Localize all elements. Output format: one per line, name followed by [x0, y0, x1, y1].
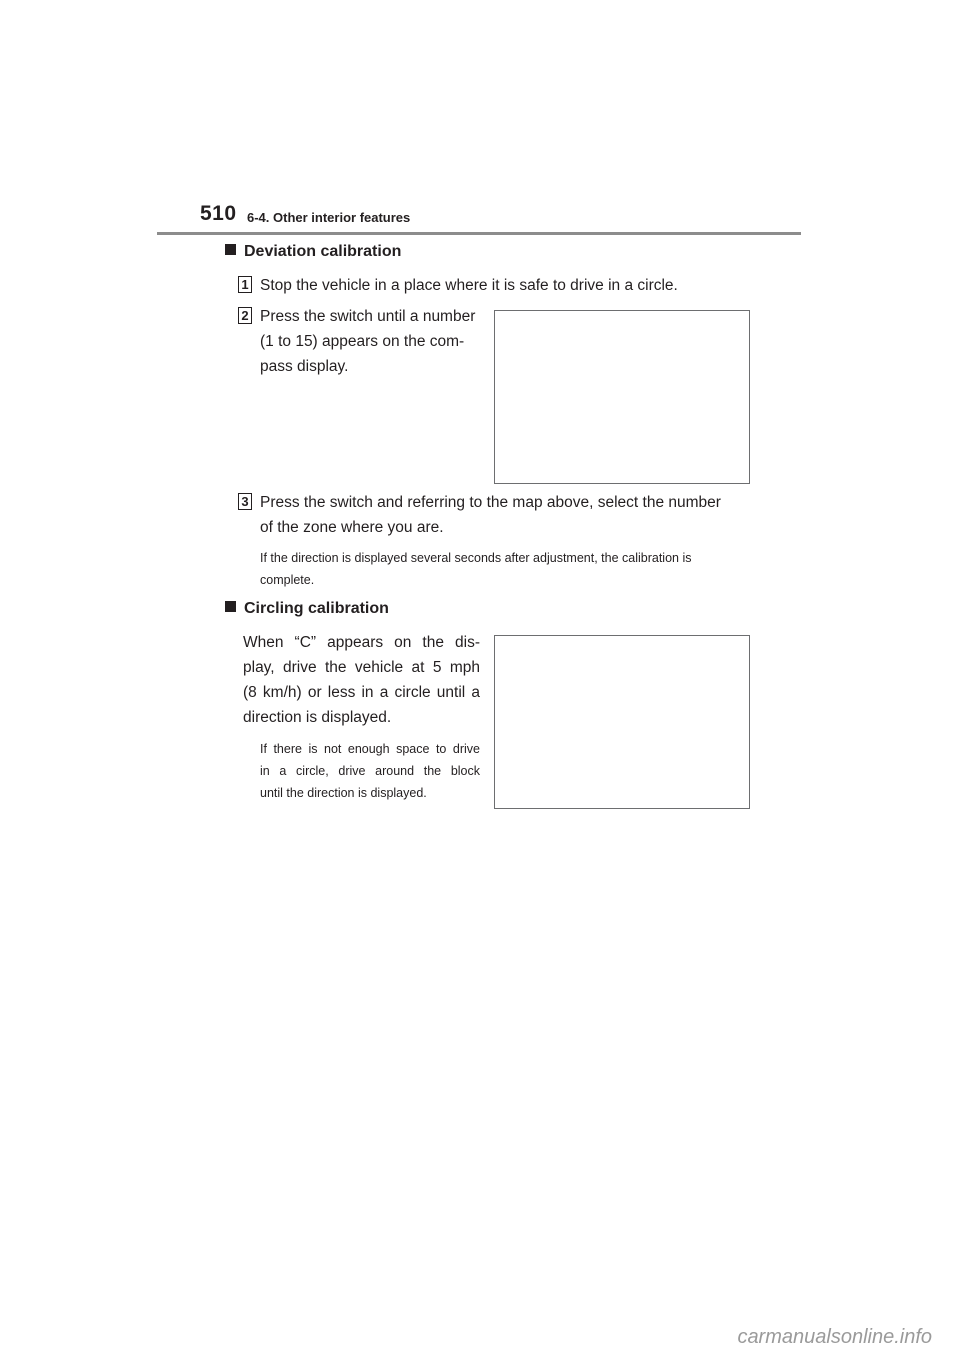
- text-line: When “C” appears on the dis-: [243, 634, 480, 651]
- circling-heading: [225, 600, 389, 618]
- circling-figure: [494, 635, 750, 809]
- text-line: of the zone where you are.: [260, 519, 444, 536]
- header-divider: [157, 232, 801, 235]
- square-bullet-icon: [225, 601, 236, 612]
- text-line: (1 to 15) appears on the com-: [260, 333, 465, 350]
- page-number: 510: [200, 202, 237, 225]
- text-line: If the direction is displayed several seconds after adjustment, the calibration is: [260, 551, 692, 565]
- text-line: until the direction is displayed.: [260, 786, 427, 800]
- step-1-badge: 1: [238, 276, 252, 293]
- compass-display-figure: [494, 310, 750, 484]
- step-3-text: [260, 490, 750, 540]
- section-title: 6-4. Other interior features: [247, 210, 411, 225]
- text-line: direction is displayed.: [243, 709, 392, 726]
- text-line: in a circle, drive around the block: [260, 764, 480, 778]
- circling-note: [260, 738, 480, 804]
- step-2-badge: 2: [238, 307, 252, 324]
- text-line: pass display.: [260, 358, 349, 375]
- text-line: If there is not enough space to drive: [260, 742, 480, 756]
- step-3-note: [260, 547, 750, 591]
- circling-text: [243, 630, 480, 730]
- step-3-badge: 3: [238, 493, 252, 510]
- text-line: complete.: [260, 573, 315, 587]
- text-line: play, drive the vehicle at 5 mph: [243, 659, 480, 676]
- deviation-heading-text: Deviation calibration: [244, 243, 402, 260]
- text-line: Press the switch until a number: [260, 308, 476, 325]
- text-line: Press the switch and referring to the map above, select the number: [260, 494, 721, 511]
- watermark: carmanualsonline.info: [737, 1326, 932, 1348]
- step-1-text: Stop the vehicle in a place where it is safe to drive in a circle.: [260, 277, 678, 294]
- text-line: (8 km/h) or less in a circle until a: [243, 684, 480, 701]
- deviation-heading: [225, 243, 401, 261]
- square-bullet-icon: [225, 244, 236, 255]
- circling-heading-text: Circling calibration: [244, 600, 389, 617]
- step-2-text: [260, 304, 480, 379]
